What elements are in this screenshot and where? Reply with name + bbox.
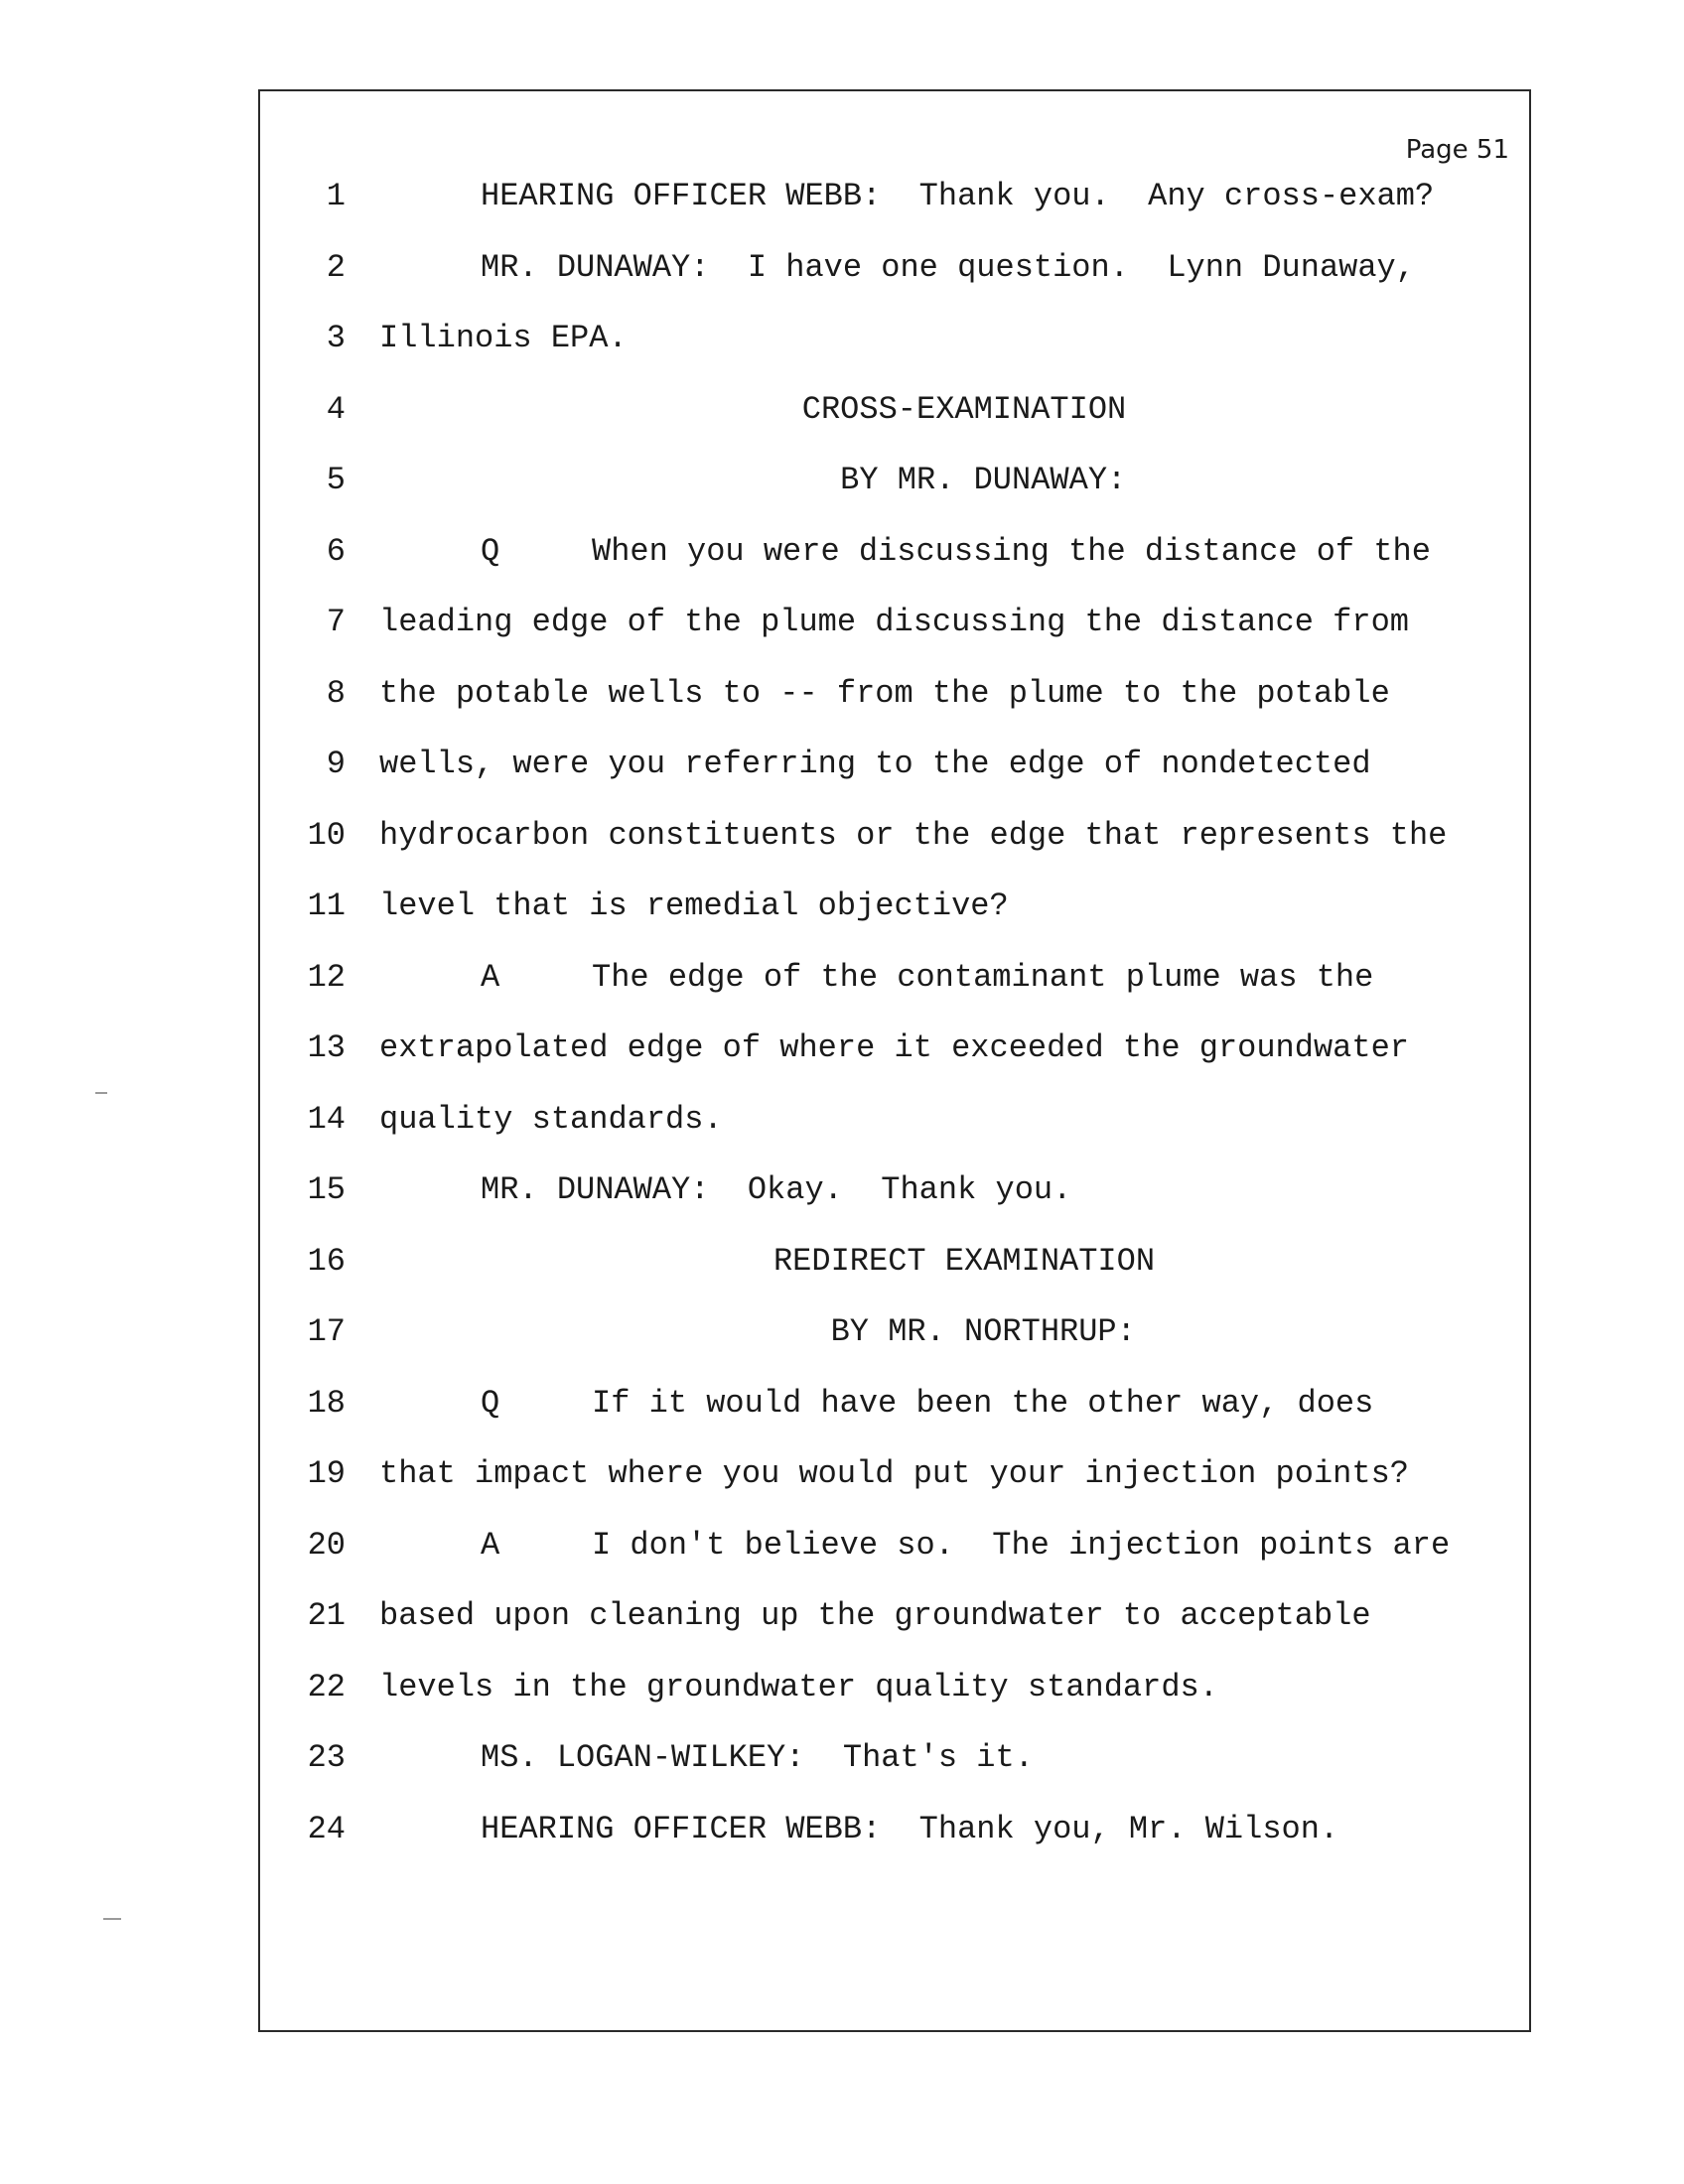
line-number: 5: [326, 462, 346, 498]
qa-text: I don't believe so. The injection points are: [592, 1526, 1451, 1564]
qa-text: When you were discussing the distance of the: [592, 532, 1431, 570]
line-text: quality standards.: [379, 1100, 723, 1138]
line-number: 20: [307, 1526, 346, 1564]
line-text: level that is remedial objective?: [379, 887, 1009, 924]
transcript-line: [260, 800, 1529, 872]
qa-text: The edge of the contaminant plume was the: [592, 958, 1374, 996]
line-text: REDIRECT EXAMINATION: [772, 1242, 1156, 1280]
line-number: 8: [326, 674, 346, 712]
transcript-line: [260, 1155, 1529, 1226]
line-number: 2: [326, 248, 346, 286]
line-text: Illinois EPA.: [379, 320, 628, 356]
line-text: levels in the groundwater quality standards.: [379, 1668, 1218, 1706]
page-number: Page 51: [1405, 135, 1509, 165]
line-number: 3: [326, 320, 346, 356]
line-text: BY MR. DUNAWAY:: [801, 462, 1127, 498]
transcript-line: [260, 1438, 1529, 1510]
transcript-line: [260, 1226, 1529, 1297]
line-text: the potable wells to -- from the plume to the potable: [379, 674, 1390, 712]
transcript-line: [260, 516, 1529, 588]
transcript-line: [260, 374, 1529, 446]
transcript-page: [258, 89, 1531, 2032]
line-number: 21: [307, 1597, 346, 1634]
transcript-line: [260, 1794, 1529, 1865]
line-number: 14: [307, 1100, 346, 1138]
line-number: 12: [307, 958, 346, 996]
line-text: MS. LOGAN-WILKEY: That's it.: [481, 1739, 1034, 1776]
line-number: 13: [307, 1029, 346, 1066]
line-number: 1: [326, 178, 346, 214]
line-text: HEARING OFFICER WEBB: Thank you. Any cross-exam?: [481, 178, 1435, 214]
transcript-line: [260, 1652, 1529, 1723]
line-text: [481, 1510, 1450, 1581]
transcript-line: [260, 232, 1529, 304]
scan-margin-mark-upper: [95, 1092, 107, 1094]
transcript-line: [260, 303, 1529, 374]
qa-marker: A: [481, 958, 500, 996]
line-number: 4: [326, 390, 346, 428]
line-number: 11: [307, 887, 346, 924]
transcript-line: [260, 1510, 1529, 1581]
line-text: extrapolated edge of where it exceeded the groundwater: [379, 1029, 1409, 1066]
qa-marker: A: [481, 1526, 500, 1564]
line-number: 7: [326, 604, 346, 640]
qa-marker: Q: [481, 1384, 500, 1422]
transcript-line: [260, 1368, 1529, 1439]
qa-text: If it would have been the other way, does: [592, 1384, 1374, 1422]
line-number: 15: [307, 1171, 346, 1208]
scan-margin-mark-lower: [103, 1918, 121, 1920]
qa-marker: Q: [481, 532, 500, 570]
line-text: leading edge of the plume discussing the distance from: [379, 604, 1409, 640]
transcript-line: [260, 1297, 1529, 1368]
transcript-line: [260, 1722, 1529, 1794]
line-text: CROSS-EXAMINATION: [801, 390, 1127, 428]
line-number: 9: [326, 746, 346, 782]
line-text: HEARING OFFICER WEBB: Thank you, Mr. Wilson.: [481, 1810, 1339, 1847]
transcript-line: [260, 1580, 1529, 1652]
line-number: 18: [307, 1384, 346, 1422]
line-text: based upon cleaning up the groundwater to acceptable: [379, 1597, 1371, 1634]
line-text: [481, 1368, 1373, 1439]
transcript-line: [260, 161, 1529, 232]
line-text: that impact where you would put your injection points?: [379, 1455, 1409, 1492]
transcript-line: [260, 587, 1529, 658]
transcript-line: [260, 445, 1529, 516]
line-text: wells, were you referring to the edge of nondetected: [379, 746, 1371, 782]
line-number: 19: [307, 1455, 346, 1492]
line-text: BY MR. NORTHRUP:: [792, 1313, 1136, 1350]
transcript-line: [260, 871, 1529, 942]
line-number: 10: [307, 816, 346, 854]
line-number: 16: [307, 1242, 346, 1280]
line-number: 23: [307, 1739, 346, 1776]
transcript-line: [260, 729, 1529, 800]
line-number: 22: [307, 1668, 346, 1706]
transcript-line: [260, 1084, 1529, 1156]
transcript-line: [260, 1013, 1529, 1084]
transcript-line: [260, 942, 1529, 1014]
line-number: 17: [307, 1313, 346, 1350]
transcript-lines: [260, 161, 1529, 1864]
line-text: [481, 942, 1373, 1014]
line-text: [481, 516, 1431, 588]
line-text: hydrocarbon constituents or the edge that represents the: [379, 816, 1448, 854]
line-number: 24: [307, 1810, 346, 1847]
line-text: MR. DUNAWAY: I have one question. Lynn Dunaway,: [481, 248, 1415, 286]
line-text: MR. DUNAWAY: Okay. Thank you.: [481, 1171, 1072, 1208]
line-number: 6: [326, 532, 346, 570]
transcript-line: [260, 658, 1529, 730]
